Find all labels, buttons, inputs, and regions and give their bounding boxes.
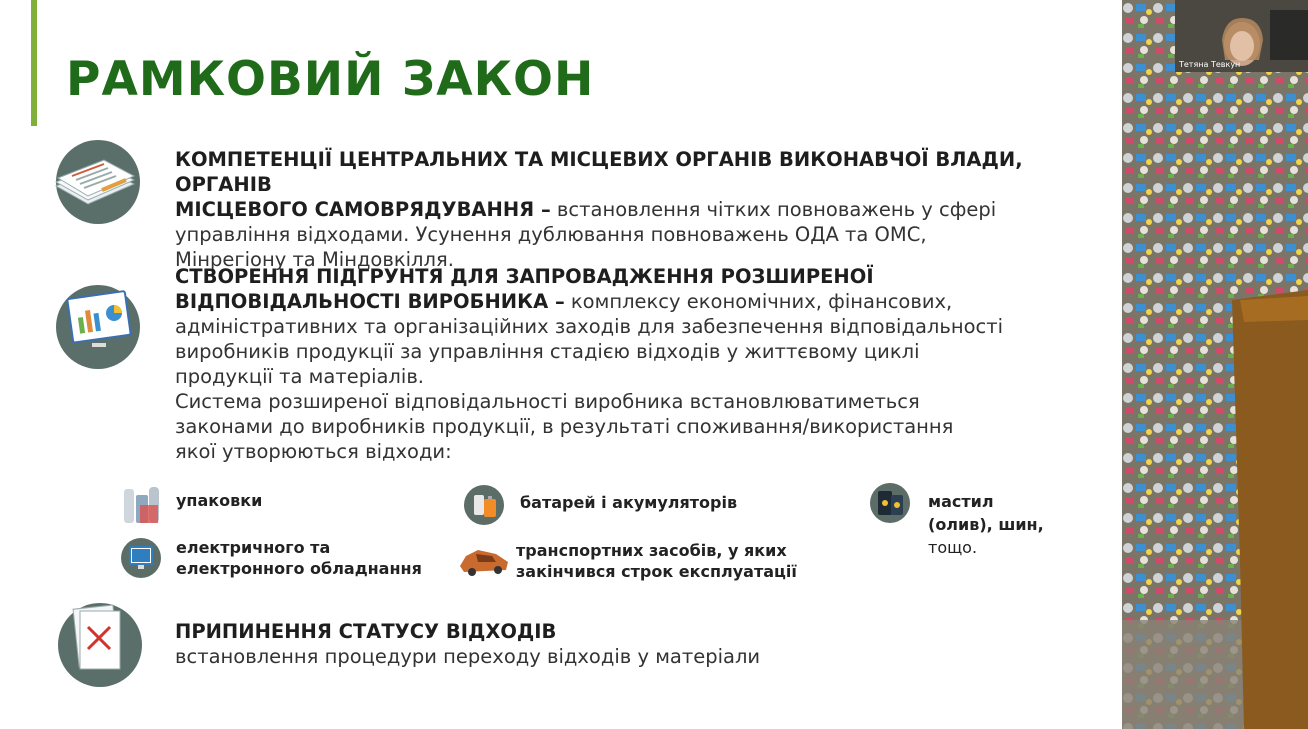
car-icon xyxy=(456,540,496,580)
competence-text-1: встановлення чітких повноважень у сфері xyxy=(550,198,997,221)
computer-icon xyxy=(121,538,161,578)
waste-status-heading: ПРИПИНЕННЯ СТАТУСУ ВІДХОДІВ xyxy=(175,620,557,643)
item-batteries: батарей і акумуляторів xyxy=(520,493,738,512)
competence-text-2: управління відходами. Усунення дублювання повноважень ОДА та ОМС, xyxy=(175,223,927,246)
battery-icon xyxy=(464,485,504,525)
documents-icon xyxy=(56,140,140,224)
video-participant-tile[interactable] xyxy=(1175,0,1308,72)
producer-text-7: якої утворюються відходи: xyxy=(175,440,452,463)
item-oils-line2: (олив), шин, xyxy=(928,515,1044,534)
packaging-icon xyxy=(118,483,158,523)
item-electronics xyxy=(176,537,422,579)
participant-name: Тетяна Тевкун xyxy=(1179,60,1241,69)
item-electronics-line1: електричного та xyxy=(176,538,331,557)
oil-barrel-icon xyxy=(870,483,910,523)
competence-heading: КОМПЕТЕНЦІЇ ЦЕНТРАЛЬНИХ ТА МІСЦЕВИХ ОРГАНІВ ВИКОНАВЧОЇ ВЛАДИ, ОРГАНІВ xyxy=(175,148,1023,196)
slide-title: РАМКОВИЙ ЗАКОН xyxy=(66,52,595,107)
waste-status-text: встановлення процедури переходу відходів у матеріали xyxy=(175,645,761,668)
producer-text-2: адміністративних та організаційних заходів для забезпечення відповідальності xyxy=(175,315,1004,338)
monitor-chart-icon xyxy=(56,285,140,369)
item-vehicles-line2: закінчився строк експлуатації xyxy=(516,562,797,581)
item-vehicles xyxy=(516,540,797,582)
item-oils xyxy=(928,490,1044,559)
crossed-document-icon xyxy=(58,603,142,687)
item-oils-line1: мастил xyxy=(928,492,994,511)
producer-text-1: комплексу економічних, фінансових, xyxy=(564,290,953,313)
landfill-photo xyxy=(1122,0,1308,729)
item-vehicles-line1: транспортних засобів, у яких xyxy=(516,541,787,560)
competence-block xyxy=(175,147,1122,272)
item-packaging: упаковки xyxy=(176,491,263,510)
competence-text-3: Мінрегіону та Міндовкілля. xyxy=(175,248,454,271)
producer-text-6: законами до виробників продукції, в результаті споживання/використання xyxy=(175,415,954,438)
producer-heading: СТВОРЕННЯ ПІДГРУНТЯ ДЛЯ ЗАПРОВАДЖЕННЯ РОЗШИРЕНОЇ xyxy=(175,265,874,288)
producer-text-5: Система розширеної відповідальності виробника встановлюватиметься xyxy=(175,390,920,413)
waste-status-block xyxy=(175,619,760,669)
producer-responsibility-block xyxy=(175,264,1003,464)
accent-bar xyxy=(31,0,37,126)
producer-text-3: виробників продукції за управління стадією відходів у життєвому циклі xyxy=(175,340,920,363)
competence-heading-2: МІСЦЕВОГО САМОВРЯДУВАННЯ – xyxy=(175,198,551,221)
item-oils-line3: тощо. xyxy=(928,538,978,557)
producer-text-4: продукції та матеріалів. xyxy=(175,365,425,388)
item-electronics-line2: електронного обладнання xyxy=(176,559,422,578)
producer-heading-2: ВІДПОВІДАЛЬНОСТІ ВИРОБНИКА – xyxy=(175,290,565,313)
